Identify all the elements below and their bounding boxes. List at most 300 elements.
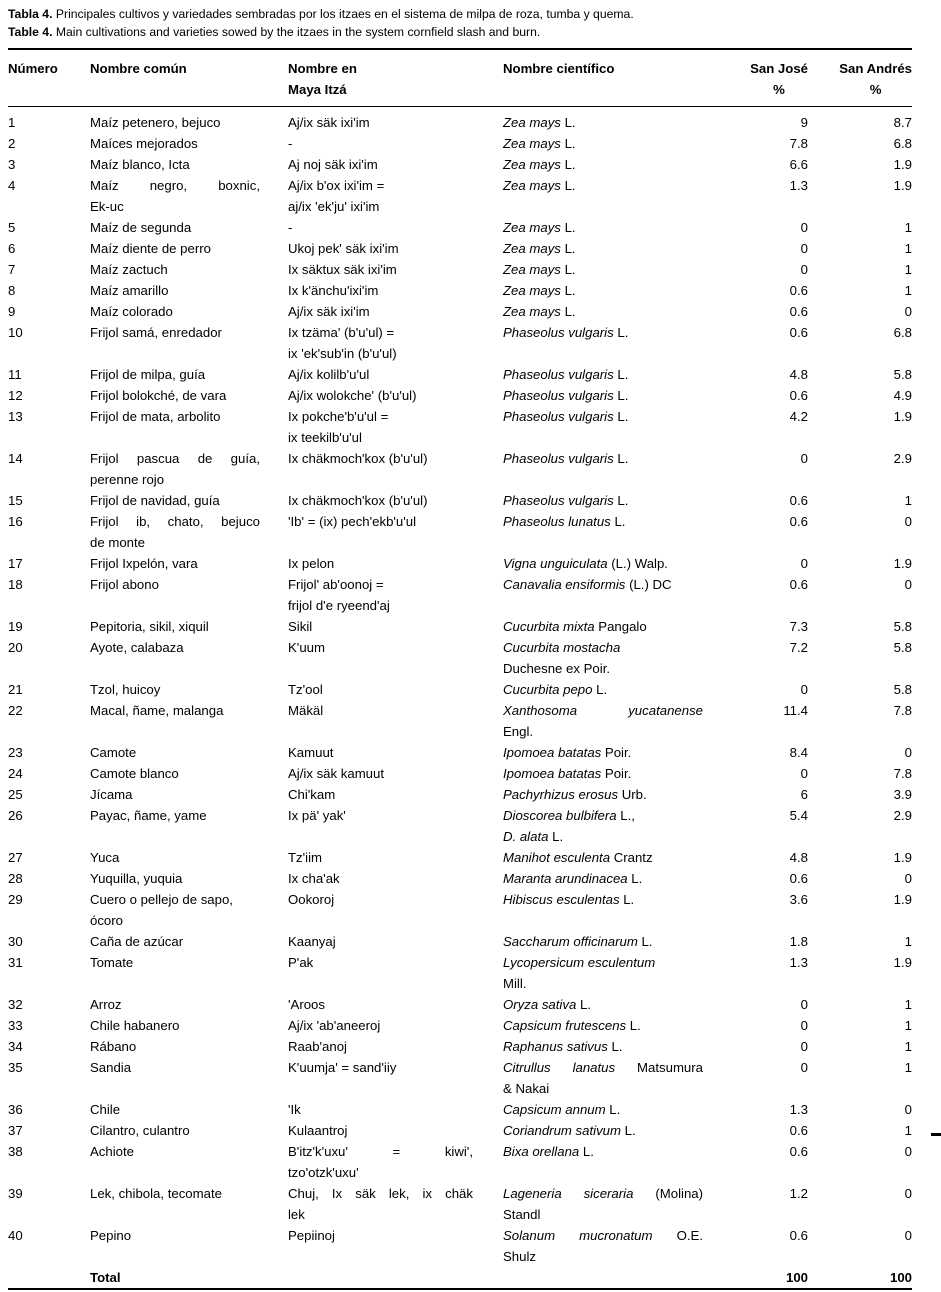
common-name: Tzol, huicoy — [90, 682, 161, 697]
scientific-name — [503, 616, 733, 637]
maya-name: K'uumja' = sand'iiy — [288, 1060, 397, 1075]
common-name: Pepino — [90, 1228, 132, 1243]
table-head — [8, 49, 912, 107]
cell-line: Phaseolus vulgaris L. — [503, 493, 629, 508]
san-andres-value: 0 — [904, 1144, 912, 1159]
cell-line: ix teekilb'u'ul — [288, 430, 362, 445]
cell-line: B'itz'k'uxu' = kiwi', — [288, 1144, 473, 1159]
caption-label-es: Tabla 4. — [8, 7, 53, 21]
cell-line: Capsicum frutescens L. — [503, 1018, 641, 1033]
scientific-name — [503, 1120, 733, 1141]
row-number: 33 — [8, 1018, 23, 1033]
scientific-name — [503, 448, 733, 490]
table-row — [8, 511, 912, 553]
san-jose-value: 0 — [800, 1018, 808, 1033]
san-andres-value: 1 — [904, 1039, 912, 1054]
column-header-san-jose-pct — [733, 49, 808, 107]
san-andres-value: 7.8 — [893, 703, 912, 718]
table-row — [8, 175, 912, 217]
total-san-jose: 100 — [785, 1270, 808, 1285]
maya-name: Aj/ix säk kamuut — [288, 766, 385, 781]
scientific-name — [503, 301, 733, 322]
san-andres-value: 1.9 — [893, 178, 912, 193]
cell-line: Phaseolus vulgaris L. — [503, 325, 629, 340]
maya-name: Aj/ix 'ab'aneeroj — [288, 1018, 381, 1033]
maya-name: 'Aroos — [288, 997, 325, 1012]
cell-line: ócoro — [90, 913, 123, 928]
cell-line: Zea mays L. — [503, 283, 576, 298]
san-jose-value: 6.6 — [789, 157, 808, 172]
common-name: Maíz petenero, bejuco — [90, 115, 221, 130]
san-jose-value: 4.8 — [789, 850, 808, 865]
cell-line: Lageneria siceraria (Molina) — [503, 1186, 703, 1201]
cell-line: Phaseolus vulgaris L. — [503, 409, 629, 424]
column-header-san-andres-pct — [808, 49, 912, 107]
row-number: 21 — [8, 682, 23, 697]
san-andres-value: 8.7 — [893, 115, 912, 130]
san-jose-value: 0.6 — [789, 577, 808, 592]
cell-line: Cucurbita mixta Pangalo — [503, 619, 647, 634]
maya-name — [288, 1141, 503, 1183]
san-jose-value: 0 — [800, 1039, 808, 1054]
maya-name: 'Ik — [288, 1102, 301, 1117]
cell-line: Ek-uc — [90, 199, 124, 214]
maya-name: Ix chäkmoch'kox (b'u'ul) — [288, 493, 428, 508]
maya-name: Aj/ix kolilb'u'ul — [288, 367, 370, 382]
scientific-name — [503, 1225, 733, 1267]
maya-name: Ix säktux säk ixi'im — [288, 262, 397, 277]
san-andres-value: 1 — [904, 1123, 912, 1138]
cell-line: Hibiscus esculentas L. — [503, 892, 635, 907]
cell-line: Phaseolus vulgaris L. — [503, 367, 629, 382]
cell-line: Aj/ix b'ox ixi'im = — [288, 178, 385, 193]
san-andres-value: 0 — [904, 871, 912, 886]
maya-name: K'uum — [288, 640, 325, 655]
cell-line: ix 'ek'sub'in (b'u'ul) — [288, 346, 397, 361]
row-number: 6 — [8, 241, 16, 256]
san-jose-value: 0 — [800, 241, 808, 256]
maya-name: Kaanyaj — [288, 934, 336, 949]
cell-line: Engl. — [503, 724, 534, 739]
san-jose-value: 1.3 — [789, 178, 808, 193]
row-number: 32 — [8, 997, 23, 1012]
san-jose-value: 0 — [800, 556, 808, 571]
row-number: 23 — [8, 745, 23, 760]
common-name: Camote blanco — [90, 766, 179, 781]
san-andres-value: 5.8 — [893, 619, 912, 634]
common-name: Frijol Ixpelón, vara — [90, 556, 198, 571]
san-jose-value: 0.6 — [789, 304, 808, 319]
cell-line: Zea mays L. — [503, 178, 576, 193]
common-name: Maíz colorado — [90, 304, 173, 319]
stray-mark — [931, 1133, 941, 1136]
scientific-name — [503, 490, 733, 511]
san-andres-value: 4.9 — [893, 388, 912, 403]
san-andres-value: 1.9 — [893, 157, 912, 172]
cell-line: Vigna unguiculata (L.) Walp. — [503, 556, 668, 571]
table-row — [8, 553, 912, 574]
table-row — [8, 1036, 912, 1057]
scientific-name — [503, 700, 733, 742]
common-name: Tomate — [90, 955, 134, 970]
scientific-name — [503, 259, 733, 280]
table-row — [8, 994, 912, 1015]
common-name: Maíz blanco, Icta — [90, 157, 190, 172]
scientific-name — [503, 107, 733, 134]
table-header-row — [8, 49, 912, 107]
cell-line: Manihot esculenta Crantz — [503, 850, 653, 865]
table-row — [8, 889, 912, 931]
maya-name: Raab'anoj — [288, 1039, 347, 1054]
common-name: Frijol de mata, arbolito — [90, 409, 221, 424]
table-row — [8, 1225, 912, 1267]
scientific-name — [503, 280, 733, 301]
row-number: 25 — [8, 787, 23, 802]
san-andres-value: 1 — [904, 283, 912, 298]
cell-line: Raphanus sativus L. — [503, 1039, 623, 1054]
san-andres-value: 5.8 — [893, 367, 912, 382]
san-jose-value: 6 — [800, 787, 808, 802]
san-andres-value: 0 — [904, 745, 912, 760]
cell-line: Phaseolus vulgaris L. — [503, 388, 629, 403]
scientific-name — [503, 154, 733, 175]
san-andres-value: 1 — [904, 262, 912, 277]
cell-line: Zea mays L. — [503, 115, 576, 130]
common-name: Achiote — [90, 1144, 134, 1159]
table-row — [8, 448, 912, 490]
common-name: Frijol bolokché, de vara — [90, 388, 227, 403]
caption-text-en: Main cultivations and varieties sowed by the itzaes in the system cornfield slash and burn. — [55, 25, 541, 39]
table-row — [8, 154, 912, 175]
cell-line: Maíz negro, boxnic, — [90, 178, 260, 193]
row-number: 9 — [8, 304, 16, 319]
row-number: 29 — [8, 892, 23, 907]
common-name: Frijol de milpa, guía — [90, 367, 206, 382]
san-jose-value: 0 — [800, 682, 808, 697]
maya-name: Aj noj säk ixi'im — [288, 157, 378, 172]
san-jose-value: 7.3 — [789, 619, 808, 634]
row-number: 2 — [8, 136, 16, 151]
cell-line: Capsicum annum L. — [503, 1102, 621, 1117]
san-jose-value: 0.6 — [789, 1123, 808, 1138]
san-andres-value: 0 — [904, 1186, 912, 1201]
row-number: 30 — [8, 934, 23, 949]
common-name: Maíces mejorados — [90, 136, 198, 151]
common-name: Macal, ñame, malanga — [90, 703, 224, 718]
san-jose-value: 8.4 — [789, 745, 808, 760]
common-name: Cilantro, culantro — [90, 1123, 190, 1138]
table-row — [8, 406, 912, 448]
maya-name: Ix pelon — [288, 556, 335, 571]
cell-line: Coriandrum sativum L. — [503, 1123, 636, 1138]
common-name: Sandia — [90, 1060, 132, 1075]
san-jose-value: 0.6 — [789, 283, 808, 298]
cell-line: Frijol ib, chato, bejuco — [90, 514, 260, 529]
table-row — [8, 490, 912, 511]
caption-text-es: Principales cultivos y variedades sembradas por los itzaes en el sistema de milpa de roza, tumba y quema. — [55, 7, 634, 21]
table-caption — [8, 5, 912, 41]
san-jose-value: 7.8 — [789, 136, 808, 151]
scientific-name — [503, 364, 733, 385]
scientific-name — [503, 1015, 733, 1036]
cell-line: Ipomoea batatas Poir. — [503, 766, 632, 781]
scientific-name — [503, 805, 733, 847]
total-label: Total — [90, 1270, 121, 1285]
table-row — [8, 805, 912, 847]
cell-line: Ix pokche'b'u'ul = — [288, 409, 389, 424]
cell-line: Dioscorea bulbifera L., — [503, 808, 635, 823]
san-andres-value: 1.9 — [893, 556, 912, 571]
san-jose-value: 0 — [800, 220, 808, 235]
scientific-name — [503, 238, 733, 259]
row-number: 10 — [8, 325, 23, 340]
maya-name: Ukoj pek' säk ixi'im — [288, 241, 399, 256]
common-name: Maíz diente de perro — [90, 241, 211, 256]
common-name: Yuquilla, yuquia — [90, 871, 183, 886]
row-number: 27 — [8, 850, 23, 865]
scientific-name — [503, 952, 733, 994]
row-number: 24 — [8, 766, 23, 781]
table-row — [8, 238, 912, 259]
common-name: Frijol samá, enredador — [90, 325, 222, 340]
table-row — [8, 700, 912, 742]
cell-line: Ix tzäma' (b'u'ul) = — [288, 325, 395, 340]
table-row — [8, 952, 912, 994]
table-row — [8, 133, 912, 154]
san-jose-value: 0.6 — [789, 871, 808, 886]
common-name: Payac, ñame, yame — [90, 808, 207, 823]
common-name: Frijol de navidad, guía — [90, 493, 220, 508]
common-name: Chile — [90, 1102, 121, 1117]
cell-line: de monte — [90, 535, 145, 550]
san-jose-value: 0 — [800, 451, 808, 466]
row-number: 17 — [8, 556, 23, 571]
san-jose-value: 0 — [800, 766, 808, 781]
maya-name: Ookoroj — [288, 892, 335, 907]
row-number: 8 — [8, 283, 16, 298]
common-name: Pepitoria, sikil, xiquil — [90, 619, 209, 634]
san-jose-value: 0 — [800, 262, 808, 277]
maya-name — [288, 1183, 503, 1225]
cell-line: Oryza sativa L. — [503, 997, 591, 1012]
table-row — [8, 742, 912, 763]
scientific-name — [503, 742, 733, 763]
maya-name: Tz'ool — [288, 682, 323, 697]
cell-line: tzo'otzk'uxu' — [288, 1165, 359, 1180]
row-number: 14 — [8, 451, 23, 466]
scientific-name — [503, 868, 733, 889]
maya-name: P'ak — [288, 955, 314, 970]
common-name — [90, 889, 288, 931]
maya-name: Ix chäkmoch'kox (b'u'ul) — [288, 451, 428, 466]
maya-name: Ix pä' yak' — [288, 808, 346, 823]
header-line: San Andrés — [839, 61, 912, 76]
common-name: Chile habanero — [90, 1018, 180, 1033]
maya-name: Tz'iim — [288, 850, 323, 865]
cell-line: Frijol pascua de guía, — [90, 451, 260, 466]
row-number: 28 — [8, 871, 23, 886]
row-number: 4 — [8, 178, 16, 193]
row-number: 34 — [8, 1039, 23, 1054]
san-andres-value: 1 — [904, 997, 912, 1012]
scientific-name — [503, 847, 733, 868]
scientific-name — [503, 553, 733, 574]
table-row — [8, 1015, 912, 1036]
table-row — [8, 763, 912, 784]
total-spacer — [288, 1267, 503, 1289]
scientific-name — [503, 385, 733, 406]
scientific-name — [503, 133, 733, 154]
table-row — [8, 1120, 912, 1141]
san-andres-value: 1 — [904, 1018, 912, 1033]
maya-name: Ix cha'ak — [288, 871, 340, 886]
common-name: Maíz zactuch — [90, 262, 168, 277]
column-header-nombre-maya-itza — [288, 49, 503, 107]
san-andres-value: 6.8 — [893, 136, 912, 151]
san-jose-value: 3.6 — [789, 892, 808, 907]
table-body — [8, 107, 912, 1290]
cell-line: Frijol' ab'oonoj = — [288, 577, 384, 592]
maya-name: Kamuut — [288, 745, 334, 760]
san-andres-value: 1.9 — [893, 409, 912, 424]
header-line: Maya Itzá — [288, 82, 347, 97]
row-number: 19 — [8, 619, 23, 634]
maya-name — [288, 175, 503, 217]
san-jose-value: 0 — [800, 1060, 808, 1075]
cell-line: Saccharum officinarum L. — [503, 934, 653, 949]
column-header-nombre-cientifico — [503, 49, 733, 107]
table-row — [8, 217, 912, 238]
header-line: San José — [750, 61, 808, 76]
cell-line: Cuero o pellejo de sapo, — [90, 892, 233, 907]
cell-line: Duchesne ex Poir. — [503, 661, 611, 676]
table-row — [8, 385, 912, 406]
san-jose-value: 9 — [800, 115, 808, 130]
total-spacer — [8, 1267, 90, 1289]
row-number: 22 — [8, 703, 23, 718]
table-row — [8, 1057, 912, 1099]
san-andres-value: 0 — [904, 1102, 912, 1117]
common-name: Yuca — [90, 850, 120, 865]
cell-line: lek — [288, 1207, 305, 1222]
row-number: 38 — [8, 1144, 23, 1159]
common-name: Maíz de segunda — [90, 220, 192, 235]
cell-line: Zea mays L. — [503, 136, 576, 151]
row-number: 39 — [8, 1186, 23, 1201]
total-spacer — [503, 1267, 733, 1289]
row-number: 18 — [8, 577, 23, 592]
header-line: % — [773, 82, 785, 97]
common-name: Frijol abono — [90, 577, 159, 592]
scientific-name — [503, 406, 733, 448]
cell-line: Standl — [503, 1207, 541, 1222]
san-andres-value: 1 — [904, 220, 912, 235]
table-row — [8, 301, 912, 322]
san-jose-value: 1.2 — [789, 1186, 808, 1201]
scientific-name — [503, 889, 733, 931]
total-san-andres: 100 — [889, 1270, 912, 1285]
row-number: 26 — [8, 808, 23, 823]
common-name: Ayote, calabaza — [90, 640, 184, 655]
table-row — [8, 259, 912, 280]
row-number: 31 — [8, 955, 23, 970]
cell-line: Cucurbita pepo L. — [503, 682, 608, 697]
cell-line: Phaseolus lunatus L. — [503, 514, 626, 529]
row-number: 20 — [8, 640, 23, 655]
maya-name: Aj/ix wolokche' (b'u'ul) — [288, 388, 417, 403]
row-number: 3 — [8, 157, 16, 172]
cell-line: Mill. — [503, 976, 527, 991]
crops-table — [8, 48, 912, 1290]
cell-line: Pachyrhizus erosus Urb. — [503, 787, 647, 802]
table-row — [8, 1141, 912, 1183]
table-row — [8, 847, 912, 868]
cell-line: Zea mays L. — [503, 241, 576, 256]
maya-name: Mäkäl — [288, 703, 324, 718]
cell-line: perenne rojo — [90, 472, 165, 487]
row-number: 16 — [8, 514, 23, 529]
cell-line: Citrullus lanatus Matsumura — [503, 1060, 703, 1075]
san-andres-value: 1.9 — [893, 892, 912, 907]
scientific-name — [503, 931, 733, 952]
cell-line: frijol d'e ryeend'aj — [288, 598, 390, 613]
header-line: % — [869, 82, 882, 97]
maya-name: Aj/ix säk ixi'im — [288, 304, 370, 319]
cell-line: Bixa orellana L. — [503, 1144, 594, 1159]
row-number: 7 — [8, 262, 16, 277]
san-andres-value: 0 — [904, 577, 912, 592]
cell-line: Zea mays L. — [503, 220, 576, 235]
san-jose-value: 7.2 — [789, 640, 808, 655]
cell-line: aj/ix 'ek'ju' ixi'im — [288, 199, 380, 214]
san-jose-value: 4.8 — [789, 367, 808, 382]
cell-line: Maranta arundinacea L. — [503, 871, 643, 886]
total-row — [8, 1267, 912, 1289]
cell-line: D. alata L. — [503, 829, 564, 844]
san-jose-value: 0 — [800, 997, 808, 1012]
header-line: Nombre en — [288, 61, 357, 76]
row-number: 1 — [8, 115, 16, 130]
column-header-nombre-comun — [90, 49, 288, 107]
san-andres-value: 1.9 — [893, 955, 912, 970]
table-row — [8, 1183, 912, 1225]
caption-label-en: Table 4. — [8, 25, 53, 39]
maya-name — [288, 574, 503, 616]
scientific-name — [503, 679, 733, 700]
table-row — [8, 784, 912, 805]
san-jose-value: 5.4 — [789, 808, 808, 823]
scientific-name — [503, 1057, 733, 1099]
table-row — [8, 616, 912, 637]
scientific-name — [503, 322, 733, 364]
common-name: Jícama — [90, 787, 133, 802]
common-name: Maíz amarillo — [90, 283, 169, 298]
cell-line: Canavalia ensiformis (L.) DC — [503, 577, 672, 592]
table-row — [8, 107, 912, 134]
san-jose-value: 1.3 — [789, 955, 808, 970]
scientific-name — [503, 637, 733, 679]
san-andres-value: 1 — [904, 934, 912, 949]
row-number: 36 — [8, 1102, 23, 1117]
row-number: 40 — [8, 1228, 23, 1243]
table-row — [8, 280, 912, 301]
maya-name: - — [288, 136, 293, 151]
scientific-name — [503, 511, 733, 553]
san-jose-value: 1.3 — [789, 1102, 808, 1117]
san-andres-value: 2.9 — [893, 808, 912, 823]
san-andres-value: 1 — [904, 241, 912, 256]
maya-name: Chi'kam — [288, 787, 336, 802]
